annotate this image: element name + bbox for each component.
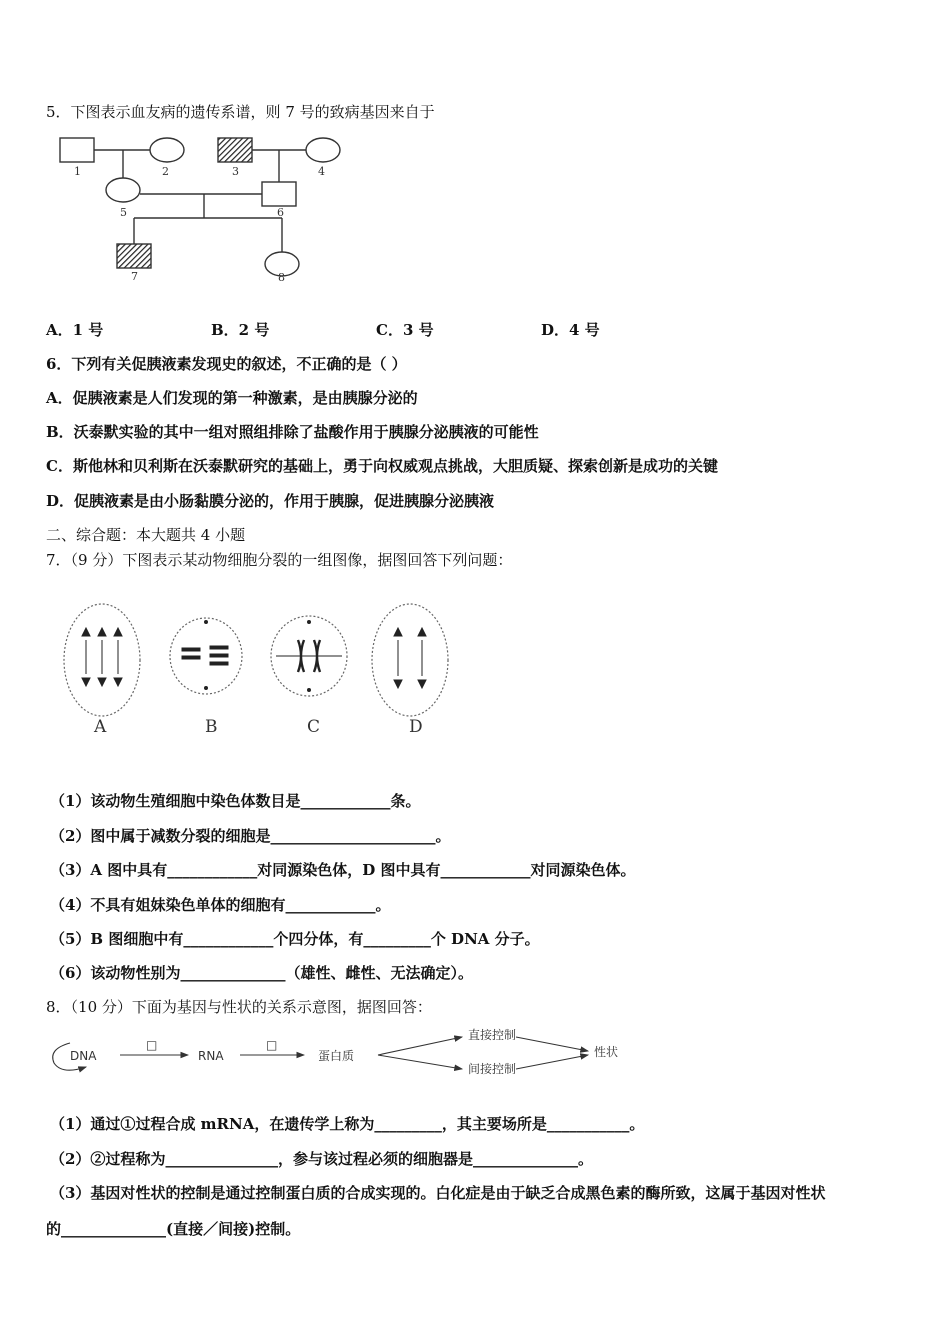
q7-item-2: （2）图中属于减数分裂的细胞是______________________。 bbox=[50, 827, 451, 845]
direct-arrow-in bbox=[378, 1037, 462, 1055]
flow-protein: 蛋白质 bbox=[318, 1049, 355, 1063]
q6-option-d: D．促胰液素是由小肠黏膜分泌的，作用于胰腺，促进胰腺分泌胰液 bbox=[46, 492, 495, 510]
pedigree-label: 2 bbox=[162, 165, 169, 178]
pedigree-label: 8 bbox=[278, 271, 285, 282]
pedigree-male-1 bbox=[60, 138, 94, 162]
pedigree-label: 4 bbox=[318, 165, 325, 178]
cell-b-membrane bbox=[170, 618, 242, 694]
indirect-arrow-in bbox=[378, 1055, 462, 1069]
pedigree-female-2 bbox=[150, 138, 184, 162]
pedigree-affected-male-3 bbox=[218, 138, 252, 162]
pedigree-label: 6 bbox=[277, 206, 284, 219]
q8-item-3: （3）基因对性状的控制是通过控制蛋白质的合成实现的。白化症是由于缺乏合成黑色素的酶所致，这属于基因对性状 bbox=[50, 1184, 826, 1202]
cell-label-a: A bbox=[94, 717, 107, 737]
pedigree-affected-male-7 bbox=[117, 244, 151, 268]
pedigree-label: 3 bbox=[232, 165, 239, 178]
q8-item-2: （2）②过程称为_______________，参与该过程必须的细胞器是______________。 bbox=[50, 1150, 593, 1168]
q6-stem: 6．下列有关促胰液素发现史的叙述，不正确的是（ ） bbox=[46, 355, 407, 373]
q8-item-3-continued: 的______________(直接／间接)控制。 bbox=[46, 1220, 301, 1238]
q7-stem: 7．（9 分）下图表示某动物细胞分裂的一组图像，据图回答下列问题： bbox=[46, 551, 513, 569]
q5-stem: 5．下图表示血友病的遗传系谱，则 7 号的致病基因来自于 bbox=[46, 103, 435, 121]
pedigree-label: 1 bbox=[74, 165, 81, 178]
pedigree-label: 5 bbox=[120, 206, 127, 219]
cell-d-membrane bbox=[372, 604, 448, 716]
q7-item-1: （1）该动物生殖细胞中染色体数目是____________条。 bbox=[50, 792, 421, 810]
q5-option-c: C．3 号 bbox=[376, 321, 434, 339]
flow-step-1: □ bbox=[146, 1038, 158, 1052]
q7-item-3: （3）A 图中具有____________对同源染色体，D 图中具有____________对同源染色体。 bbox=[50, 861, 636, 879]
flow-indirect-control: 间接控制 bbox=[468, 1062, 517, 1076]
cell-label-c: C bbox=[307, 717, 321, 737]
pedigree-male-6 bbox=[262, 182, 296, 206]
q6-option-b: B．沃泰默实验的其中一组对照组排除了盐酸作用于胰腺分泌胰液的可能性 bbox=[46, 423, 539, 441]
indirect-arrow-out bbox=[516, 1055, 588, 1069]
cell-division-figure bbox=[58, 600, 458, 740]
q7-item-5: （5）B 图细胞中有____________个四分体，有_________个 DNA 分子。 bbox=[50, 930, 540, 948]
flow-step-2: □ bbox=[266, 1038, 278, 1052]
q8-stem: 8．（10 分）下面为基因与性状的关系示意图，据图回答： bbox=[46, 998, 432, 1016]
q6-option-c: C．斯他林和贝利斯在沃泰默研究的基础上，勇于向权威观点挑战，大胆质疑、探索创新是成功的关键 bbox=[46, 457, 718, 475]
q7-item-6: （6）该动物性别为______________（雄性、雌性、无法确定）。 bbox=[50, 964, 473, 982]
flow-trait: 性状 bbox=[594, 1045, 619, 1059]
q5-option-b: B．2 号 bbox=[211, 321, 270, 339]
q5-option-d: D．4 号 bbox=[541, 321, 600, 339]
cell-label-b: B bbox=[205, 717, 218, 737]
q6-option-a: A．促胰液素是人们发现的第一种激素，是由胰腺分泌的 bbox=[46, 389, 418, 407]
flow-rna: RNA bbox=[198, 1049, 224, 1063]
q8-item-1: （1）通过①过程合成 mRNA，在遗传学上称为_________，其主要场所是___________。 bbox=[50, 1115, 645, 1133]
flow-dna: DNA bbox=[70, 1049, 97, 1063]
cell-label-d: D bbox=[409, 717, 423, 737]
gene-trait-flow-diagram bbox=[48, 1025, 648, 1083]
q5-option-a: A．1 号 bbox=[46, 321, 104, 339]
flow-direct-control: 直接控制 bbox=[468, 1028, 517, 1042]
q7-item-4: （4）不具有姐妹染色单体的细胞有____________。 bbox=[50, 896, 391, 914]
pedigree-label: 7 bbox=[131, 270, 138, 282]
pedigree-female-4 bbox=[306, 138, 340, 162]
section-heading: 二、综合题：本大题共 4 小题 bbox=[46, 526, 246, 544]
pedigree-diagram bbox=[50, 132, 360, 282]
pedigree-female-5 bbox=[106, 178, 140, 202]
direct-arrow-out bbox=[516, 1037, 588, 1051]
